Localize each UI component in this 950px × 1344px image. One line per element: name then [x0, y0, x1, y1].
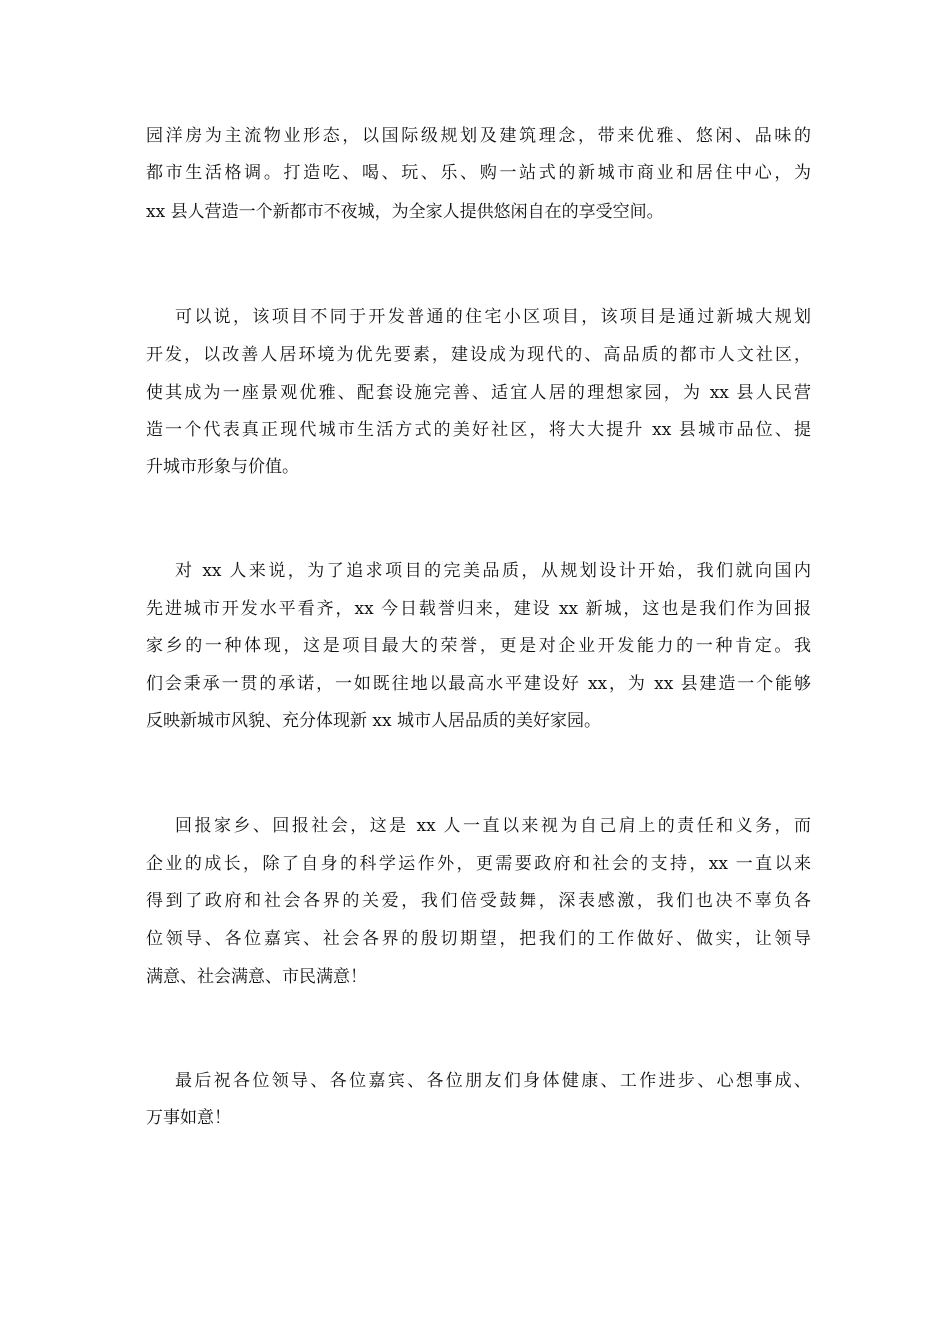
- paragraph-line: 企业的成长，除了自身的科学运作外，更需要政府和社会的支持，xx 一直以来: [146, 854, 811, 874]
- paragraph-line: 得到了政府和社会各界的关爱，我们倍受鼓舞，深表感激，我们也决不辜负各: [146, 891, 811, 911]
- paragraph-line: 升城市形象与价值。: [146, 457, 299, 477]
- paragraph-line: 可以说，该项目不同于开发普通的住宅小区项目，该项目是通过新城大规划: [175, 307, 811, 327]
- paragraph-line: 对 xx 人来说，为了追求项目的完美品质，从规划设计开始，我们就向国内: [175, 561, 811, 581]
- paragraph-line: 万事如意！: [146, 1108, 231, 1128]
- paragraph-line: 反映新城市风貌、充分体现新 xx 城市人居品质的美好家园。: [146, 711, 601, 731]
- paragraph-line: 都市生活格调。打造吃、喝、玩、乐、购一站式的新城市商业和居住中心，为: [146, 163, 811, 183]
- paragraph-line: 园洋房为主流物业形态，以国际级规划及建筑理念，带来优雅、悠闲、品味的: [146, 126, 811, 146]
- paragraph-line: 满意、社会满意、市民满意！: [146, 967, 367, 987]
- paragraph-line: 们会秉承一贯的承诺，一如既往地以最高水平建设好 xx，为 xx 县建造一个能够: [146, 674, 811, 694]
- paragraph-line: 使其成为一座景观优雅、配套设施完善、适宜人居的理想家园，为 xx 县人民营: [146, 383, 811, 403]
- paragraph-line: xx 县人营造一个新都市不夜城，为全家人提供悠闲自在的享受空间。: [146, 202, 664, 222]
- paragraph-line: 开发，以改善人居环境为优先要素，建设成为现代的、高品质的都市人文社区，: [146, 345, 811, 365]
- paragraph-line: 造一个代表真正现代城市生活方式的美好社区，将大大提升 xx 县城市品位、提: [146, 420, 811, 440]
- paragraph-line: 最后祝各位领导、各位嘉宾、各位朋友们身体健康、工作进步、心想事成、: [175, 1071, 811, 1091]
- paragraph-line: 先进城市开发水平看齐，xx 今日载誉归来，建设 xx 新城，这也是我们作为回报: [146, 599, 811, 619]
- paragraph-line: 家乡的一种体现，这是项目最大的荣誉，更是对企业开发能力的一种肯定。我: [146, 636, 811, 656]
- paragraph-line: 回报家乡、回报社会，这是 xx 人一直以来视为自己肩上的责任和义务，而: [175, 816, 811, 836]
- paragraph-line: 位领导、各位嘉宾、社会各界的殷切期望，把我们的工作做好、做实，让领导: [146, 929, 811, 949]
